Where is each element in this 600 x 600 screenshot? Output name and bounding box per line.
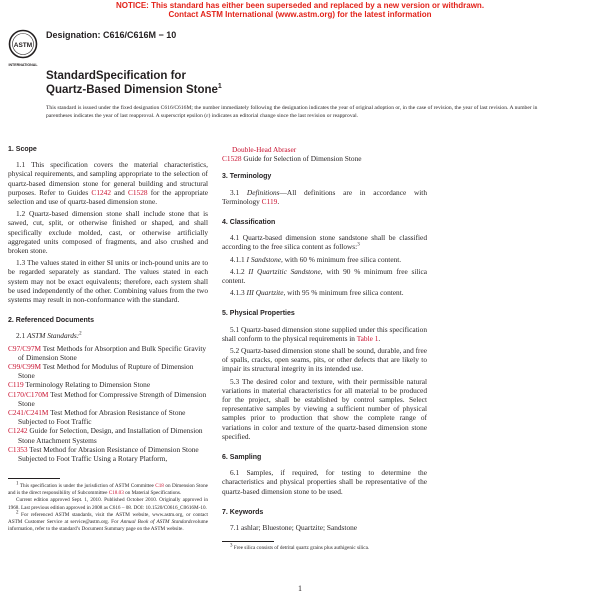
title-footnote-ref: 1 [217, 82, 222, 90]
footnote-2: $^2$ For referenced ASTM standards, visit the ASTM website, www.astm.org, or contact ASTM Customer Service at service@astm.org. For Annual Book of ASTM Standardsvolume information, refer to the standard’s Document Summary page on the ASTM website. [8, 510, 208, 533]
scope-para-2: 1.2 Quartz-based dimension stone shall include stone that is sawed, cut, split, or otherwise finished or shaped, and shall specifically exclude molded, cast, or otherwise artificially aggregated units composed of fragments, and also crushed and broken stone. [8, 209, 208, 256]
notice-line-1: NOTICE: This standard has either been superseded and replaced by a new version or withdrawn. [115, 1, 485, 10]
reference-item: C1242 Guide for Selection, Design, and Installation of Dimension Stone Attachment Systems [8, 426, 203, 445]
page-number: 1 [298, 584, 302, 593]
document-title [46, 70, 222, 97]
reference-item: C99/C99M Test Method for Modulus of Rupture of Dimension Stone [8, 362, 194, 381]
notice-line-2: Contact ASTM International (www.astm.org) for the latest information [168, 10, 432, 19]
link-c18-03[interactable]: C18.03 [108, 490, 124, 497]
title-line-1: StandardSpecification for [46, 70, 186, 82]
logo-subtext: INTERNATIONAL [8, 63, 38, 67]
classification-para-3: 4.1.2 II Quartzitic Sandstone, with 90 % minimum free silica content. [222, 266, 427, 286]
physical-para-2: 5.2 Quartz-based dimension stone shall be sound, durable, and free of spalls, cracks, open seams, pits, or other defects that are likely to impair its structural integrity in its intended use. [222, 346, 428, 374]
reference-item: C119 Terminology Relating to Dimension Stone [8, 380, 151, 390]
reference-item: C170/C170M Test Method for Compressive Strength of Dimension Stone [8, 389, 207, 408]
link-c1528[interactable]: C1528 [127, 187, 148, 197]
footnote-rule-right [222, 541, 274, 542]
footnote-3: $^3$ Free silica consists of detrital quartz grains plus authigenic silica. [230, 543, 370, 551]
astm-standards-intro: 2.1 ASTM Standards:$^2$ [16, 331, 82, 341]
sampling-para: 6.1 Samples, if required, for testing to determine the characteristics and physical properties shall be representative of the quartz-based dimension stone to be used. [222, 468, 427, 496]
classification-para-2: 4.1.1 I Sandstone, with 60 % minimum free silica content. [230, 254, 402, 264]
classification-heading: 4. Classification [222, 219, 276, 227]
physical-para-3: 5.3 The desired color and texture, with their permissible natural variations in material characteristics for all material to be produced for the project, shall be established by control samples. Select representative samples by viewing a sufficient number of physical samples prior to production that show the complete range of variations in color and texture of the quartz-based dimension stone specified. [222, 376, 427, 441]
reference-link[interactable]: C1528 [222, 154, 242, 164]
classification-para-1: 4.1 Quartz-based dimension stone sandstone shall be classified according to the free silica content as follows:$^3$ [222, 233, 427, 252]
reference-link[interactable]: C170/C170M [8, 389, 49, 399]
scope-heading: 1. Scope [8, 146, 37, 153]
terminology-para: 3.1 Definitions—All definitions are in accordance with Terminology C119. [222, 187, 428, 206]
physical-properties-heading: 5. Physical Properties [222, 310, 295, 318]
supersession-notice [0, 1, 600, 19]
referenced-documents-heading: 2. Referenced Documents [8, 317, 94, 325]
title-line-2: Quartz-Based Dimension Stone [46, 83, 218, 96]
link-table-1[interactable]: Table 1 [356, 333, 379, 343]
link-c119[interactable]: C119 [261, 196, 278, 206]
sampling-heading: 6. Sampling [222, 454, 262, 462]
classification-para-4: 4.1.3 III Quartzite, with 95 % minimum free silica content. [230, 288, 404, 298]
scope-para-1: 1.1 This specification covers the material characteristics, physical requirements, and sampling appropriate to the selection of quartz-based dimension stone for general building and structural purposes. Refer to Guides C1242 and C1528 for the appropriate selection and use of quartz-based dimension stone. [8, 160, 209, 207]
reference-item: C1353 Test Method for Abrasion Resistance of Dimension Stone Subjected to Foot Traffic Using a Rotary Platform, [8, 444, 199, 464]
astm-logo [8, 27, 38, 70]
reference-item: C1528 Guide for Selection of Dimension Stone [222, 154, 362, 164]
reference-link[interactable]: C1242 [8, 426, 28, 436]
designation: Designation: C616/C616M − 10 [46, 30, 177, 40]
reference-item: C97/C97M Test Methods for Absorption and Bulk Specific Gravity of Dimension Stone [8, 343, 207, 362]
reference-link[interactable]: C119 [8, 380, 24, 390]
link-c1242[interactable]: C1242 [91, 187, 112, 197]
right-column [222, 145, 427, 535]
left-column [8, 145, 208, 463]
link-c18[interactable]: C18 [155, 483, 164, 489]
reference-link[interactable]: C1353 [8, 444, 28, 454]
keywords-heading: 7. Keywords [222, 508, 264, 516]
issued-note: This standard is issued under the fixed designation C616/C616M; the number immediately following the designation indicates the year of original adoption or, in the case of revision, the year of last revision. A number in parentheses indicates the year of last reapproval. A superscript epsilon (ε) indicates an editorial change since the last revision or reapproval. [46, 105, 538, 120]
physical-para-1: 5.1 Quartz-based dimension stone supplied under this specification shall conform to the physical requirements in Table 1. [222, 324, 428, 343]
reference-link[interactable]: C241/C241M [8, 408, 49, 418]
keywords-para: 7.1 ashlar; Bluestone; Quartzite; Sandstone [230, 523, 358, 533]
reference-continuation: Double-Head Abraser [232, 145, 297, 154]
scope-para-3: 1.3 The values stated in either SI units or inch-pound units are to be regarded separately as standard. The values stated in each system may not be exact equivalents; therefore, each system shall be used independently of the other. Combining values from the two systems may result in non-conformance with the standard. [8, 258, 208, 305]
reference-link[interactable]: C99/C99M [8, 362, 42, 372]
reference-link[interactable]: C97/C97M [8, 343, 42, 353]
footnote-1-edition: Current edition approved Sept. 1, 2010. Published October 2010. Originally approved in 1968. Last previous edition approved in 2008 as C616 – 08. DOI: 10.1520/C0616_C0616M-10. [8, 497, 208, 511]
right-footnotes [222, 545, 427, 552]
logo-text: ASTM [13, 42, 33, 49]
footnote-rule-left [8, 478, 60, 479]
reference-item: C241/C241M Test Method for Abrasion Resistance of Stone Subjected to Foot Traffic [8, 408, 186, 427]
terminology-heading: 3. Terminology [222, 173, 272, 181]
footnote-1: $^1$ This specification is under the jurisdiction of ASTM Committee C18 on Dimension Stone and is the direct responsibility of Subcommittee C18.03 on Material Specifications. [8, 481, 208, 497]
left-footnotes [8, 483, 208, 533]
